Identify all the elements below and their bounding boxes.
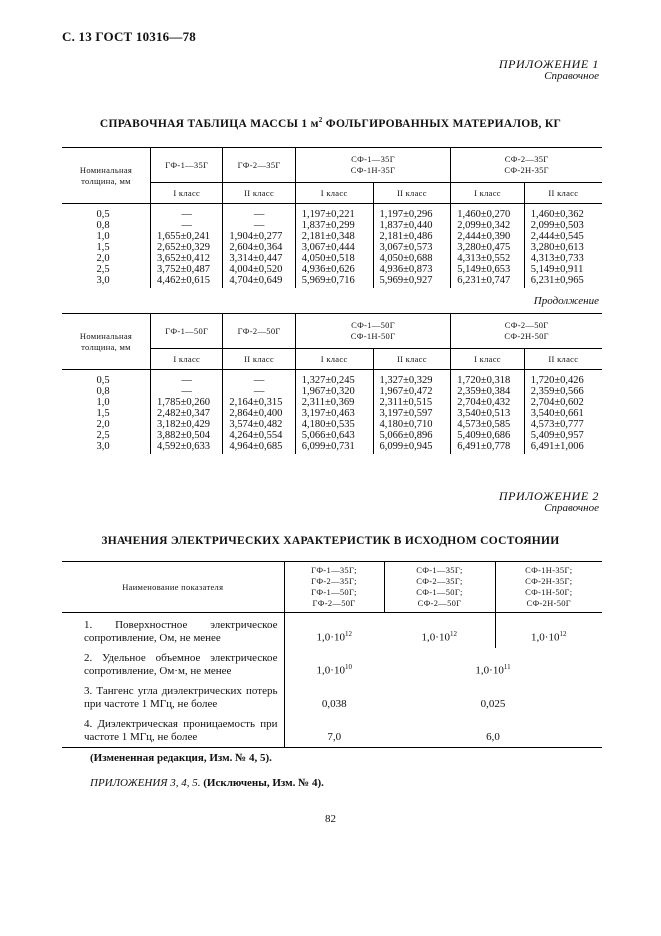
- value-cell: [384, 648, 602, 681]
- mass-cell: 4,180±0,710: [373, 419, 451, 430]
- indicator-name: 1. Поверхностное электрическое сопротивление, Ом, не менее: [62, 613, 284, 649]
- mass-cell: 3,280±0,475: [451, 242, 524, 253]
- mass-cell: 3,882±0,504: [151, 430, 223, 441]
- appendix-1-title: ПРИЛОЖЕНИЕ 1: [498, 57, 599, 71]
- table-row: [62, 231, 602, 242]
- mass-title-part-b: ФОЛЬГИРОВАННЫХ МАТЕРИАЛОВ, КГ: [322, 117, 562, 130]
- mass-cell: 4,180±0,535: [295, 419, 373, 430]
- mass-cell: 4,313±0,733: [530, 253, 584, 264]
- value-cell: [284, 613, 384, 649]
- thickness-cell: 3,0: [62, 441, 151, 454]
- indicator-name: 2. Удельное объемное электрическое сопротивление, Ом·м, не менее: [62, 648, 284, 681]
- group-header: ГФ-2—35Г: [223, 148, 295, 183]
- value-exponent: 10: [344, 662, 352, 671]
- table-row: [62, 441, 602, 454]
- class-header: II класс: [524, 349, 602, 370]
- mass-cell: 2,181±0,348: [295, 231, 373, 242]
- mass-cell: 3,197±0,463: [295, 408, 373, 419]
- mass-cell: 5,409±0,957: [530, 430, 584, 441]
- mass-cell: 1,967±0,472: [373, 386, 451, 397]
- mass-cell: 5,149±0,911: [530, 264, 584, 275]
- mass-cell: 4,936±0,873: [373, 264, 451, 275]
- thickness-header: Номинальная толщина, мм: [62, 148, 151, 204]
- mass-cell: 3,752±0,487: [151, 264, 223, 275]
- mass-cell: 1,460±0,362: [530, 209, 584, 220]
- thickness-cell: 0,5: [62, 370, 151, 387]
- class-header: II класс: [373, 349, 451, 370]
- appendix-1-label: [499, 58, 599, 82]
- indicator-name-header: Наименование показателя: [62, 562, 284, 613]
- table-row: [62, 397, 602, 408]
- appendix-2-title: ПРИЛОЖЕНИЕ 2: [498, 489, 599, 503]
- mass-cell: 2,311±0,369: [295, 397, 373, 408]
- thickness-cell: 0,5: [62, 204, 151, 221]
- class-header: II класс: [524, 183, 602, 204]
- material-group-text: ГФ-1—35Г; ГФ-2—35Г; ГФ-1—50Г; ГФ-2—50Г: [311, 565, 357, 608]
- mass-cell: 2,444±0,390: [451, 231, 524, 242]
- class-header: I класс: [151, 183, 223, 204]
- mass-cell: 2,099±0,342: [451, 220, 524, 231]
- class-header: II класс: [223, 349, 295, 370]
- value-cell: 0,038: [321, 697, 347, 710]
- mass-cell: 2,864±0,400: [223, 408, 295, 419]
- material-group-header: [495, 562, 602, 613]
- mass-cell: 4,050±0,688: [373, 253, 451, 264]
- value-cell: 7,0: [284, 714, 384, 748]
- mass-cell: 2,311±0,515: [373, 397, 451, 408]
- mass-cell: —: [151, 204, 223, 221]
- group-header-line: СФ-2—35Г СФ-2Н-35Г: [504, 154, 549, 175]
- thickness-cell: 1,5: [62, 242, 151, 253]
- class-header: II класс: [373, 183, 451, 204]
- mass-cell: 6,231±0,747: [451, 275, 524, 288]
- mass-cell: 1,327±0,329: [373, 370, 451, 387]
- group-header: ГФ-1—35Г: [151, 148, 223, 183]
- value-exponent: 12: [344, 629, 352, 638]
- mass-cell: 1,785±0,260: [151, 397, 223, 408]
- mass-title-part-a: СПРАВОЧНАЯ ТАБЛИЦА МАССЫ 1 м: [99, 117, 319, 130]
- group-header: [451, 314, 602, 349]
- mass-cell: 4,964±0,685: [223, 441, 295, 454]
- thickness-cell: 2,0: [62, 419, 151, 430]
- page-number: 82: [325, 813, 336, 825]
- mass-cell: 2,652±0,329: [151, 242, 223, 253]
- amendment-note-text: (Измененная редакция, Изм. № 4, 5).: [90, 752, 272, 764]
- mass-cell: 4,264±0,554: [223, 430, 295, 441]
- mass-cell: —: [151, 370, 223, 387]
- excluded-appendices-status: (Исключены, Изм. № 4).: [203, 777, 324, 789]
- material-group-header: [384, 562, 495, 613]
- appendix-1-subtitle: Справочное: [544, 70, 599, 82]
- mass-cell: 3,540±0,661: [530, 408, 584, 419]
- group-header-line: СФ-1—50Г СФ-1Н-50Г: [350, 320, 396, 341]
- excluded-appendices-note: [90, 777, 324, 789]
- group-header-line: СФ-2—50Г СФ-2Н-50Г: [504, 320, 549, 341]
- mass-cell: 2,359±0,384: [451, 386, 524, 397]
- class-header: I класс: [151, 349, 223, 370]
- mass-cell: 2,704±0,602: [530, 397, 584, 408]
- group-header: [451, 148, 602, 183]
- mass-cell: 1,967±0,320: [295, 386, 373, 397]
- table-row: [62, 714, 602, 748]
- mass-cell: 6,491±0,778: [451, 441, 524, 454]
- appendix-2-subtitle: Справочное: [544, 502, 599, 514]
- material-group-text: СФ-1Н-35Г; СФ-2Н-35Г; СФ-1Н-50Г; СФ-2Н-50Г: [525, 565, 573, 608]
- mass-cell: 3,574±0,482: [223, 419, 295, 430]
- value-cell: [384, 613, 495, 649]
- table-row: [62, 408, 602, 419]
- table-row: [62, 253, 602, 264]
- mass-cell: 2,164±0,315: [223, 397, 295, 408]
- mass-cell: 2,099±0,503: [530, 220, 584, 231]
- class-header: I класс: [451, 183, 524, 204]
- appendix-2-label: [499, 490, 599, 514]
- mass-cell: 2,604±0,364: [223, 242, 295, 253]
- mass-cell: —: [223, 220, 295, 231]
- value-exponent: 11: [503, 662, 511, 671]
- mass-cell: 6,099±0,731: [295, 441, 373, 454]
- mass-cell: 5,149±0,653: [451, 264, 524, 275]
- mass-table-50: [62, 313, 602, 454]
- value-exponent: 12: [449, 629, 457, 638]
- mass-cell: 1,837±0,440: [373, 220, 451, 231]
- mass-cell: 1,327±0,245: [295, 370, 373, 387]
- thickness-cell: 0,8: [62, 220, 151, 231]
- mass-cell: 5,969±0,716: [295, 275, 373, 288]
- mass-cell: 2,359±0,566: [530, 386, 584, 397]
- class-header: I класс: [451, 349, 524, 370]
- mass-cell: 3,652±0,412: [151, 253, 223, 264]
- mass-table-35: [62, 147, 602, 288]
- table-row: [62, 220, 602, 231]
- mass-cell: 2,482±0,347: [151, 408, 223, 419]
- value-base: 1,0·10: [475, 664, 504, 677]
- thickness-cell: 0,8: [62, 386, 151, 397]
- thickness-cell: 1,0: [62, 231, 151, 242]
- mass-cell: —: [223, 204, 295, 221]
- value-base: 1,0·10: [421, 631, 450, 644]
- mass-cell: 1,460±0,270: [451, 204, 524, 221]
- class-header: I класс: [295, 349, 373, 370]
- thickness-cell: 3,0: [62, 275, 151, 288]
- value-base: 1,0·10: [316, 631, 345, 644]
- group-header-line: СФ-1—35Г СФ-1Н-35Г: [350, 154, 396, 175]
- value-cell: [495, 613, 602, 649]
- mass-cell: 1,655±0,241: [151, 231, 223, 242]
- group-header: [295, 314, 451, 349]
- mass-cell: 4,573±0,777: [530, 419, 584, 430]
- table-row: [62, 204, 602, 221]
- table-row: [62, 681, 602, 714]
- mass-cell: 1,904±0,277: [223, 231, 295, 242]
- mass-cell: 4,936±0,626: [295, 264, 373, 275]
- mass-cell: 5,066±0,643: [295, 430, 373, 441]
- mass-cell: 3,182±0,429: [151, 419, 223, 430]
- mass-title-superscript: 2: [318, 116, 323, 124]
- thickness-cell: 2,5: [62, 264, 151, 275]
- mass-table-title: [0, 116, 661, 130]
- mass-cell: —: [223, 370, 295, 387]
- value-base: 1,0·10: [531, 631, 560, 644]
- mass-cell: 5,969±0,927: [373, 275, 451, 288]
- mass-cell: —: [223, 386, 295, 397]
- table-row: [62, 264, 602, 275]
- document-header: С. 13 ГОСТ 10316—78: [62, 29, 196, 44]
- mass-cell: 2,181±0,486: [373, 231, 451, 242]
- electric-table: [62, 561, 602, 748]
- mass-cell: 4,592±0,633: [151, 441, 223, 454]
- class-header: I класс: [295, 183, 373, 204]
- table-row: [62, 386, 602, 397]
- mass-cell: 6,099±0,945: [373, 441, 451, 454]
- thickness-cell: 1,5: [62, 408, 151, 419]
- thickness-cell: 1,0: [62, 397, 151, 408]
- mass-cell: —: [151, 386, 223, 397]
- mass-cell: 1,720±0,318: [451, 370, 524, 387]
- thickness-cell: 2,5: [62, 430, 151, 441]
- value-base: 1,0·10: [316, 664, 345, 677]
- mass-cell: 5,409±0,686: [451, 430, 524, 441]
- mass-cell: 1,197±0,296: [373, 204, 451, 221]
- mass-cell: 6,491±1,006: [530, 441, 584, 452]
- group-header: ГФ-1—50Г: [151, 314, 223, 349]
- electric-table-title: ЗНАЧЕНИЯ ЭЛЕКТРИЧЕСКИХ ХАРАКТЕРИСТИК В ИСХОДНОМ СОСТОЯНИИ: [101, 535, 560, 547]
- group-header: ГФ-2—50Г: [223, 314, 295, 349]
- value-exponent: 12: [559, 629, 567, 638]
- table-row: [62, 613, 602, 649]
- mass-cell: 1,197±0,221: [295, 204, 373, 221]
- mass-cell: 4,050±0,518: [295, 253, 373, 264]
- mass-cell: 4,004±0,520: [223, 264, 295, 275]
- material-group-header: [284, 562, 384, 613]
- mass-cell: 2,444±0,545: [530, 231, 584, 242]
- indicator-name: 4. Диэлектрическая проницаемость при частоте 1 МГц, не более: [62, 714, 284, 748]
- thickness-cell: 2,0: [62, 253, 151, 264]
- mass-cell: 3,280±0,613: [530, 242, 584, 253]
- value-cell: 0,025: [480, 697, 506, 710]
- excluded-appendices-label: ПРИЛОЖЕНИЯ 3, 4, 5.: [90, 777, 201, 789]
- group-header: [295, 148, 451, 183]
- material-group-text: СФ-1—35Г; СФ-2—35Г; СФ-1—50Г; СФ-2—50Г: [416, 565, 463, 608]
- table-row: [62, 648, 602, 681]
- continuation-label: Продолжение: [533, 295, 599, 307]
- mass-cell: 3,067±0,444: [295, 242, 373, 253]
- table-row: [62, 275, 602, 288]
- mass-cell: 1,837±0,299: [295, 220, 373, 231]
- mass-cell: 5,066±0,896: [373, 430, 451, 441]
- mass-cell: 2,704±0,432: [451, 397, 524, 408]
- mass-cell: —: [151, 220, 223, 231]
- indicator-name: 3. Тангенс угла диэлектрических потерь при частоте 1 МГц, не более: [62, 681, 284, 714]
- mass-cell: 4,462±0,615: [151, 275, 223, 288]
- mass-cell: 4,573±0,585: [451, 419, 524, 430]
- table-row: [62, 242, 602, 253]
- mass-cell: 1,720±0,426: [530, 375, 584, 386]
- thickness-header: Номинальная толщина, мм: [62, 314, 151, 370]
- mass-cell: 3,314±0,447: [223, 253, 295, 264]
- value-cell: 6,0: [384, 714, 602, 748]
- value-cell: [284, 648, 384, 681]
- mass-cell: 4,704±0,649: [223, 275, 295, 288]
- table-row: [62, 370, 602, 387]
- mass-cell: 4,313±0,552: [451, 253, 524, 264]
- table-row: [62, 430, 602, 441]
- table-row: [62, 419, 602, 430]
- mass-cell: 3,067±0,573: [373, 242, 451, 253]
- mass-cell: 6,231±0,965: [530, 275, 584, 286]
- class-header: II класс: [223, 183, 295, 204]
- mass-cell: 3,540±0,513: [451, 408, 524, 419]
- amendment-note: [90, 752, 272, 764]
- mass-cell: 3,197±0,597: [373, 408, 451, 419]
